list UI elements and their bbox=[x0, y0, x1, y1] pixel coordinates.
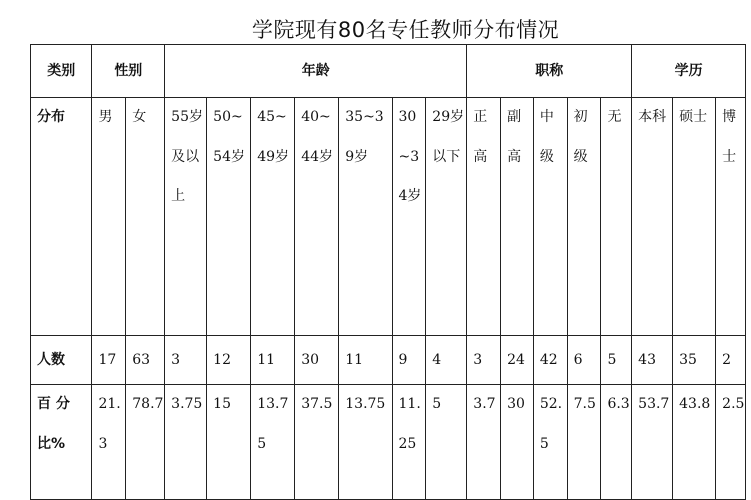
table-cell: 5 bbox=[426, 385, 467, 500]
table-cell: 中级 bbox=[533, 98, 567, 336]
header-gender: 性别 bbox=[92, 45, 165, 98]
table-cell: 副高 bbox=[501, 98, 534, 336]
header-rank: 职称 bbox=[467, 45, 632, 98]
table-cell: 3.75 bbox=[165, 385, 207, 500]
table-cell: 6.3 bbox=[601, 385, 632, 500]
header-category: 类别 bbox=[31, 45, 92, 98]
table-cell: 43 bbox=[632, 336, 673, 385]
table-cell: 35 bbox=[673, 336, 716, 385]
table-cell: 17 bbox=[92, 336, 126, 385]
table-cell: 24 bbox=[501, 336, 534, 385]
table-cell: 13.75 bbox=[339, 385, 392, 500]
table-cell: 6 bbox=[567, 336, 601, 385]
table-cell: 11 bbox=[339, 336, 392, 385]
table-cell: 63 bbox=[126, 336, 165, 385]
table-cell: 11 bbox=[251, 336, 295, 385]
table-cell: 50~54岁 bbox=[207, 98, 251, 336]
row-label-count: 人数 bbox=[31, 336, 92, 385]
table-cell: 正高 bbox=[467, 98, 501, 336]
count-row bbox=[31, 336, 746, 385]
percent-row bbox=[31, 385, 746, 500]
table-cell: 3 bbox=[165, 336, 207, 385]
table-cell: 7.5 bbox=[567, 385, 601, 500]
table-cell: 5 bbox=[601, 336, 632, 385]
table-cell: 30 bbox=[501, 385, 534, 500]
table-cell: 3 bbox=[467, 336, 501, 385]
table-cell: 博士 bbox=[716, 98, 746, 336]
table-cell: 本科 bbox=[632, 98, 673, 336]
row-label-distribution: 分布 bbox=[31, 98, 92, 336]
page-title bbox=[0, 14, 751, 44]
table-cell: 男 bbox=[92, 98, 126, 336]
table-cell: 78.7 bbox=[126, 385, 165, 500]
teacher-distribution-table bbox=[30, 44, 746, 500]
table-cell: 女 bbox=[126, 98, 165, 336]
table-cell: 12 bbox=[207, 336, 251, 385]
table-cell: 37.5 bbox=[295, 385, 339, 500]
table-cell: 4 bbox=[426, 336, 467, 385]
table-cell: 29岁以下 bbox=[426, 98, 467, 336]
distribution-row bbox=[31, 98, 746, 336]
table-cell: 2.5 bbox=[716, 385, 746, 500]
table-cell: 3.7 bbox=[467, 385, 501, 500]
table-cell: 53.7 bbox=[632, 385, 673, 500]
table-cell: 硕士 bbox=[673, 98, 716, 336]
table-cell: 55岁及以上 bbox=[165, 98, 207, 336]
table-cell: 45~49岁 bbox=[251, 98, 295, 336]
title-text: 学院现有80名专任教师分布情况 bbox=[251, 18, 560, 42]
table-cell: 43.8 bbox=[673, 385, 716, 500]
row-label-percent: 百 分比% bbox=[31, 385, 92, 500]
table-cell: 42 bbox=[533, 336, 567, 385]
header-row bbox=[31, 45, 746, 98]
table-cell: 30 bbox=[295, 336, 339, 385]
table-cell: 9 bbox=[392, 336, 426, 385]
table-cell: 40~44岁 bbox=[295, 98, 339, 336]
table-cell: 35~39岁 bbox=[339, 98, 392, 336]
table-cell: 无 bbox=[601, 98, 632, 336]
table-cell: 30~34岁 bbox=[392, 98, 426, 336]
table-cell: 52.5 bbox=[533, 385, 567, 500]
header-age: 年龄 bbox=[165, 45, 467, 98]
table-cell: 11.25 bbox=[392, 385, 426, 500]
table-cell: 2 bbox=[716, 336, 746, 385]
table-cell: 15 bbox=[207, 385, 251, 500]
table-cell: 初级 bbox=[567, 98, 601, 336]
header-education: 学历 bbox=[632, 45, 746, 98]
table-cell: 21.3 bbox=[92, 385, 126, 500]
table-cell: 13.75 bbox=[251, 385, 295, 500]
